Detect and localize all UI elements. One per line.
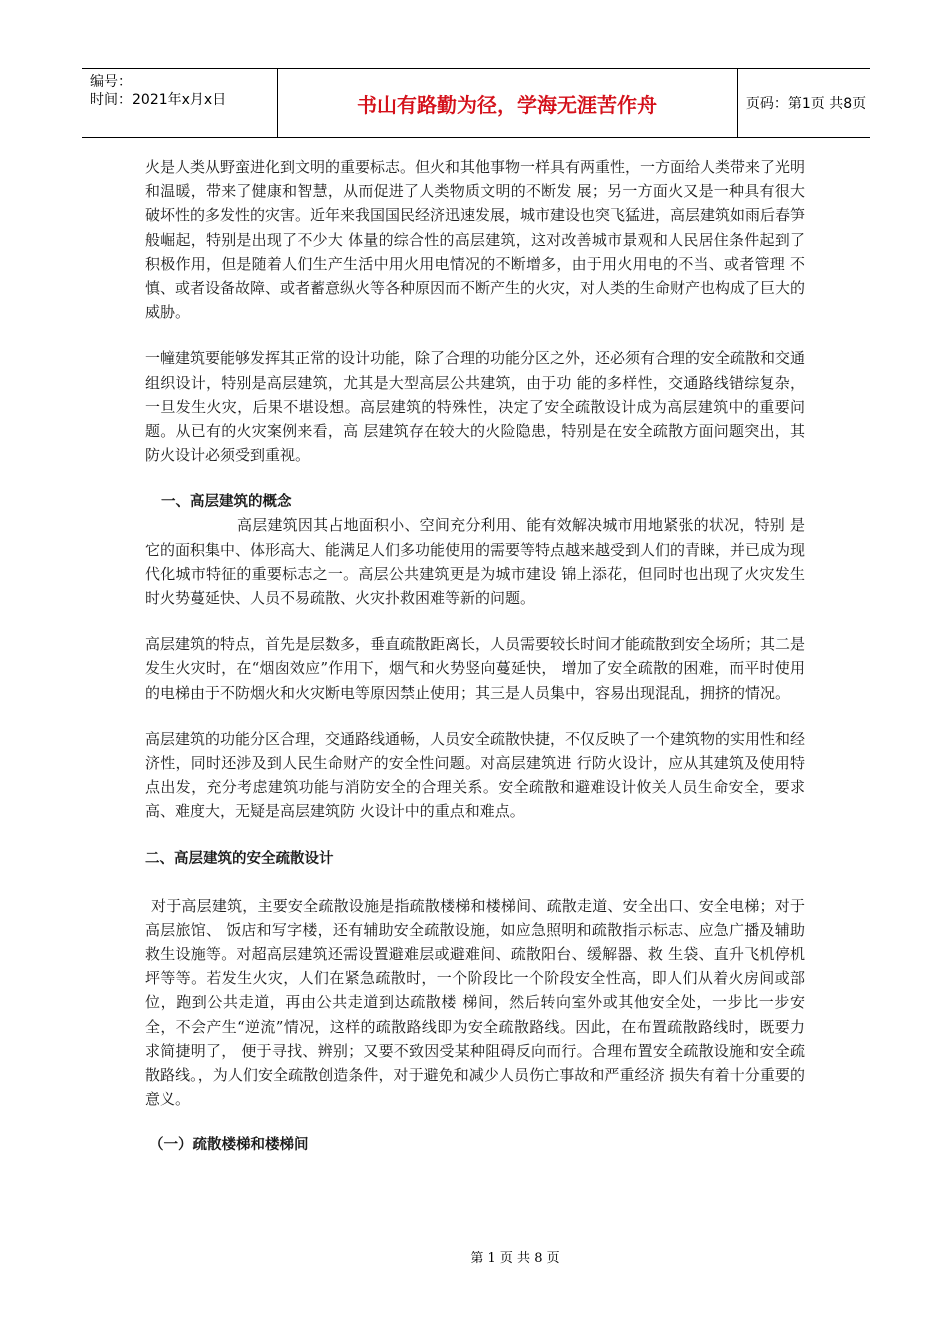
section-heading: 二、高层建筑的安全疏散设计 [145, 850, 334, 867]
header-page-number: 页码：第1页 共8页 [745, 96, 867, 112]
paragraph: 对于高层建筑，主要安全疏散设施是指疏散楼梯和楼梯间、疏散走道、安全出口、安全电梯；对于高层旅馆、 饭店和写字楼，还有辅助安全疏散设施，如应急照明和疏散指示标志、应急广播及辅助救生设施等。对超高层建筑还需设置避难层或避难间、疏散阳台、缓解器、救 生袋、直升飞机停机坪等等。若发生火灾，人们在紧急疏散时，一个阶段比一个阶段安全性高，即人们从着火房间或部位，跑到公共走道，再由公共走道到达疏散楼 梯间，然后转向室外或其他安全处，一步比一步安全，不会产生“逆流”情况，这样的疏散路线即为安全疏散路线。因此，在布置疏散路线时，既要力求简捷明了， 便于寻找、辨别；又要不致因受某种阻碍反向而行。合理布置安全疏散设施和安全疏散路线。，为人们安全疏散创造条件，对于避免和减少人员伤亡事故和严重经济 损失有着十分重要的意义。 [145, 896, 805, 1109]
doc-number-label: 编号： [90, 74, 132, 90]
section-heading: 一、高层建筑的概念 [161, 494, 292, 511]
header-divider [737, 69, 738, 137]
paragraph: 高层建筑的特点，首先是层数多，垂直疏散距离长，人员需要较长时间才能疏散到安全场所；其二是发生火灾时，在“烟囱效应”作用下，烟气和火势竖向蔓延快， 增加了安全疏散的困难，而平时使用的电梯由于不防烟火和火灾断电等原因禁止使用；其三是人员集中，容易出现混乱，拥挤的情况。 [145, 635, 806, 702]
paragraph: 高层建筑的功能分区合理，交通路线通畅，人员安全疏散快捷，不仅反映了一个建筑物的实用性和经济性，同时还涉及到人民生命财产的安全性问题。对高层建筑进 行防火设计，应从其建筑及使用特点出发，充分考虑建筑功能与消防安全的合理关系。安全疏散和避难设计攸关人员生命安全，要求高、难度大，无疑是高层建筑防 火设计中的重点和难点。 [145, 729, 806, 821]
document-body [145, 155, 805, 1156]
subsection-heading: （一）疏散楼梯和楼梯间 [149, 1136, 309, 1153]
time-label: 时间：2021年x月x日 [90, 92, 227, 108]
paragraph: 一幢建筑要能够发挥其正常的设计功能，除了合理的功能分区之外，还必须有合理的安全疏散和交通组织设计，特别是高层建筑，尤其是大型高层公共建筑，由于功 能的多样性，交通路线错综复杂，一旦发生火灾，后果不堪设想。高层建筑的特殊性，决定了安全疏散设计成为高层建筑中的重要问题。从已有的火灾案例来看，高 层建筑存在较大的火险隐患，特别是在安全疏散方面问题突出，其防火设计必须受到重视。 [145, 349, 806, 465]
header-motto: 书山有路勤为径，学海无涯苦作舟 [357, 92, 657, 117]
page-footer: 第 1 页 共 8 页 [470, 1251, 560, 1266]
page-header [82, 68, 870, 138]
paragraph: 火是人类从野蛮进化到文明的重要标志。但火和其他事物一样具有两重性，一方面给人类带来了光明和温暖，带来了健康和智慧，从而促进了人类物质文明的不断发 展；另一方面火又是一种具有很大破坏性的多发性的灾害。近年来我国国民经济迅速发展，城市建设也突飞猛进，高层建筑如雨后春笋般崛起，特别是出现了不少大 体量的综合性的高层建筑，这对改善城市景观和人民居住条件起到了积极作用，但是随着人们生产生活中用火用电情况的不断增多，由于用火用电的不当、或者管理 不慎、或者设备故障、或者蓄意纵火等各种原因而不断产生的火灾，对人类的生命财产也构成了巨大的威胁。 [145, 158, 806, 322]
header-meta [90, 73, 280, 109]
paragraph: 高层建筑因其占地面积小、空间充分利用、能有效解决城市用地紧张的状况，特别 是它的面积集中、体形高大、能满足人们多功能使用的需要等特点越来越受到人们的青睐，并已成为现代化城市特征的重要标志之一。高层公共建筑更是为城市建设 锦上添花，但同时也出现了火灾发生时火势蔓延快、人员不易疏散、火灾扑救困难等新的问题。 [145, 516, 806, 608]
